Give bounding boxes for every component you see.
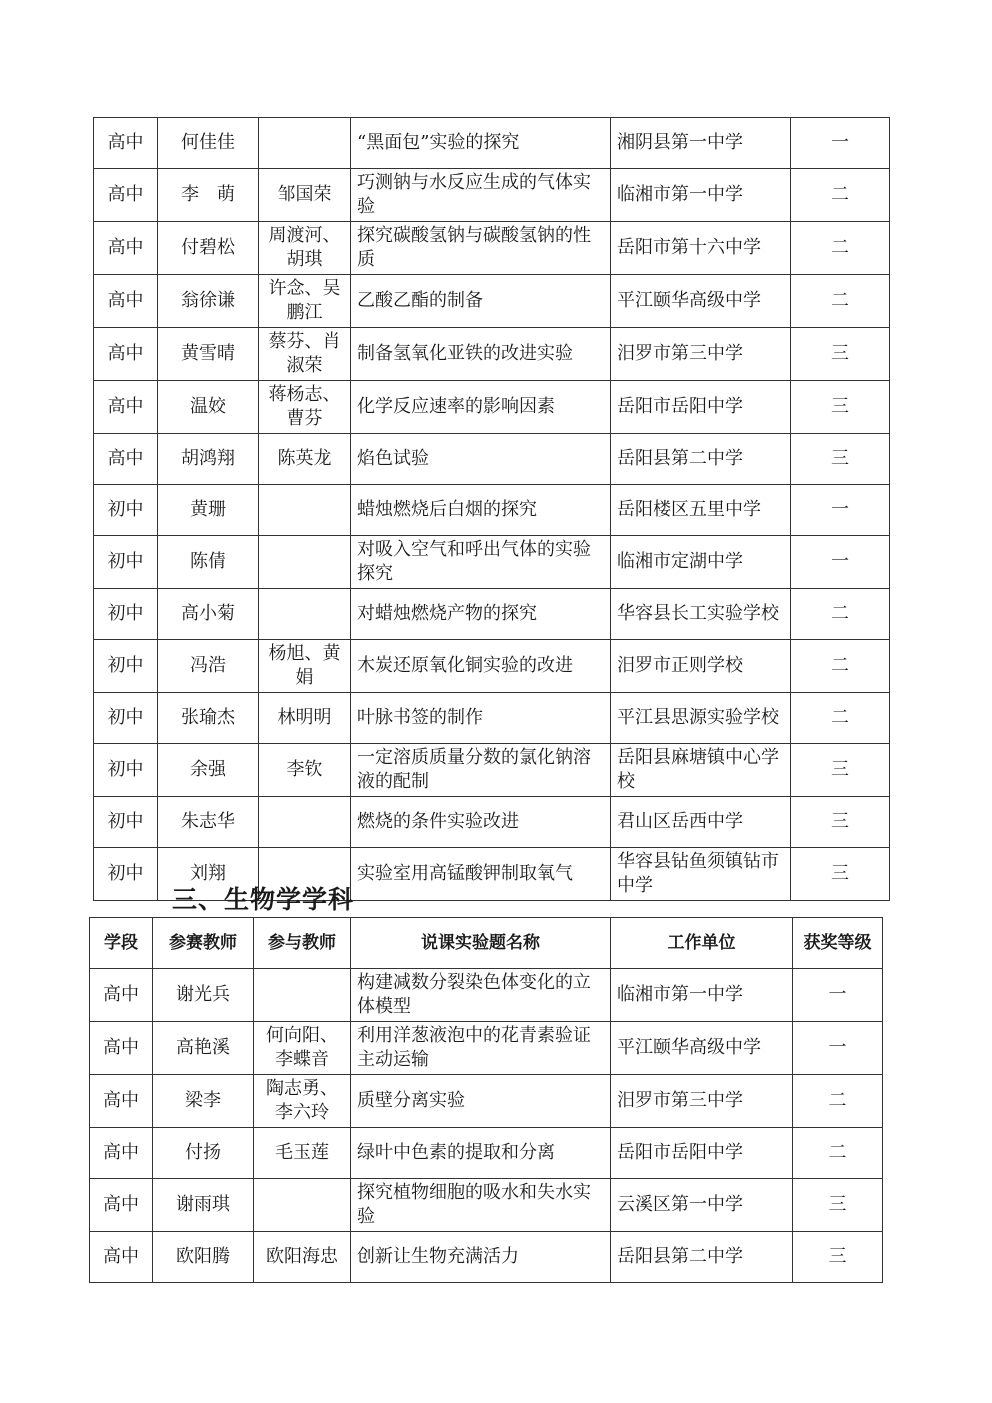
cell-stage: 初中 (94, 797, 158, 848)
cell-award-level: 三 (791, 848, 890, 901)
cell-experiment-title: 质壁分离实验 (351, 1075, 611, 1128)
cell-stage: 初中 (94, 485, 158, 536)
cell-experiment-title: 焰色试验 (351, 434, 611, 485)
cell-stage: 初中 (94, 640, 158, 693)
cell-participants: 邹国荣 (259, 169, 351, 222)
cell-experiment-title: 实验室用高锰酸钾制取氧气 (351, 848, 611, 901)
biology-award-table (89, 917, 883, 1283)
cell-stage: 高中 (90, 1232, 153, 1283)
table-row (94, 381, 890, 434)
cell-participants: 陈英龙 (259, 434, 351, 485)
cell-stage: 高中 (94, 222, 158, 275)
table-row (94, 222, 890, 275)
cell-experiment-title: 创新让生物充满活力 (351, 1232, 611, 1283)
cell-experiment-title: 制备氢氧化亚铁的改进实验 (351, 328, 611, 381)
cell-teacher: 黄珊 (158, 485, 259, 536)
cell-experiment-title: 探究碳酸氢钠与碳酸氢钠的性质 (351, 222, 611, 275)
header-stage: 学段 (90, 918, 153, 969)
cell-participants (259, 485, 351, 536)
cell-work-unit: 华容县长工实验学校 (611, 589, 791, 640)
cell-stage: 高中 (90, 969, 153, 1022)
table-row (94, 118, 890, 169)
cell-experiment-title: 乙酸乙酯的制备 (351, 275, 611, 328)
cell-award-level: 二 (791, 693, 890, 744)
cell-award-level: 三 (793, 1232, 883, 1283)
cell-award-level: 二 (793, 1128, 883, 1179)
cell-work-unit: 平江颐华高级中学 (611, 1022, 793, 1075)
cell-participants (259, 797, 351, 848)
cell-teacher: 陈倩 (158, 536, 259, 589)
cell-stage: 高中 (94, 118, 158, 169)
chemistry-award-table (93, 117, 890, 901)
cell-participants: 何向阳、李蝶音 (254, 1022, 351, 1075)
cell-work-unit: 汨罗市正则学校 (611, 640, 791, 693)
cell-stage: 高中 (94, 328, 158, 381)
cell-experiment-title: 对蜡烛燃烧产物的探究 (351, 589, 611, 640)
cell-award-level: 三 (791, 797, 890, 848)
cell-award-level: 二 (791, 275, 890, 328)
cell-participants: 李钦 (259, 744, 351, 797)
cell-participants (254, 1179, 351, 1232)
table-row (94, 485, 890, 536)
cell-award-level: 三 (791, 328, 890, 381)
cell-work-unit: 汨罗市第三中学 (611, 1075, 793, 1128)
cell-teacher: 谢光兵 (153, 969, 254, 1022)
cell-participants (254, 969, 351, 1022)
cell-award-level: 一 (791, 536, 890, 589)
cell-experiment-title: 一定溶质质量分数的氯化钠溶液的配制 (351, 744, 611, 797)
cell-award-level: 一 (793, 969, 883, 1022)
table-row (94, 328, 890, 381)
cell-work-unit: 汨罗市第三中学 (611, 328, 791, 381)
cell-work-unit: 平江县思源实验学校 (611, 693, 791, 744)
cell-teacher: 温姣 (158, 381, 259, 434)
cell-teacher: 翁徐谦 (158, 275, 259, 328)
cell-work-unit: 湘阴县第一中学 (611, 118, 791, 169)
cell-work-unit: 岳阳楼区五里中学 (611, 485, 791, 536)
cell-work-unit: 君山区岳西中学 (611, 797, 791, 848)
cell-teacher: 胡鸿翔 (158, 434, 259, 485)
table-row (94, 693, 890, 744)
table-row (94, 640, 890, 693)
table-row (90, 1022, 883, 1075)
cell-award-level: 二 (791, 222, 890, 275)
cell-teacher: 何佳佳 (158, 118, 259, 169)
cell-stage: 高中 (90, 1075, 153, 1128)
cell-participants (259, 589, 351, 640)
header-award: 获奖等级 (793, 918, 883, 969)
cell-experiment-title: 对吸入空气和呼出气体的实验探究 (351, 536, 611, 589)
cell-teacher: 谢雨琪 (153, 1179, 254, 1232)
cell-teacher: 欧阳腾 (153, 1232, 254, 1283)
cell-award-level: 二 (791, 640, 890, 693)
cell-award-level: 一 (791, 485, 890, 536)
cell-award-level: 三 (791, 381, 890, 434)
cell-award-level: 二 (793, 1075, 883, 1128)
cell-work-unit: 岳阳县麻塘镇中心学校 (611, 744, 791, 797)
chemistry-table-body (94, 118, 890, 901)
cell-award-level: 一 (791, 118, 890, 169)
cell-award-level: 二 (791, 169, 890, 222)
cell-teacher: 余强 (158, 744, 259, 797)
cell-stage: 初中 (94, 848, 158, 901)
table-row (94, 434, 890, 485)
cell-stage: 初中 (94, 589, 158, 640)
cell-stage: 高中 (90, 1179, 153, 1232)
cell-work-unit: 岳阳市岳阳中学 (611, 1128, 793, 1179)
cell-experiment-title: 蜡烛燃烧后白烟的探究 (351, 485, 611, 536)
cell-teacher: 李 萌 (158, 169, 259, 222)
cell-teacher: 冯浩 (158, 640, 259, 693)
cell-work-unit: 临湘市第一中学 (611, 169, 791, 222)
table-row (90, 1075, 883, 1128)
cell-teacher: 高艳溪 (153, 1022, 254, 1075)
cell-teacher: 黄雪晴 (158, 328, 259, 381)
cell-experiment-title: 利用洋葱液泡中的花青素验证主动运输 (351, 1022, 611, 1075)
cell-teacher: 付碧松 (158, 222, 259, 275)
cell-teacher: 朱志华 (158, 797, 259, 848)
section-title: 三、生物学学科 (172, 885, 355, 914)
cell-experiment-title: 化学反应速率的影响因素 (351, 381, 611, 434)
cell-award-level: 三 (791, 434, 890, 485)
table-row (94, 589, 890, 640)
cell-experiment-title: 叶脉书签的制作 (351, 693, 611, 744)
cell-work-unit: 岳阳市岳阳中学 (611, 381, 791, 434)
cell-participants (259, 536, 351, 589)
cell-work-unit: 云溪区第一中学 (611, 1179, 793, 1232)
table-row (94, 536, 890, 589)
cell-experiment-title: 木炭还原氧化铜实验的改进 (351, 640, 611, 693)
cell-participants: 毛玉莲 (254, 1128, 351, 1179)
table-row (90, 1179, 883, 1232)
cell-experiment-title: 绿叶中色素的提取和分离 (351, 1128, 611, 1179)
cell-award-level: 三 (791, 744, 890, 797)
biology-table-body (90, 969, 883, 1283)
table-row (94, 275, 890, 328)
cell-stage: 高中 (94, 275, 158, 328)
cell-stage: 高中 (94, 381, 158, 434)
cell-stage: 初中 (94, 693, 158, 744)
cell-teacher: 张瑜杰 (158, 693, 259, 744)
cell-participants: 蒋杨志、曹芬 (259, 381, 351, 434)
table-row (90, 1128, 883, 1179)
header-participants: 参与教师 (254, 918, 351, 969)
cell-work-unit: 临湘市定湖中学 (611, 536, 791, 589)
table-header-row (90, 918, 883, 969)
cell-teacher: 付扬 (153, 1128, 254, 1179)
cell-participants (259, 118, 351, 169)
cell-participants: 陶志勇、李六玲 (254, 1075, 351, 1128)
cell-teacher: 梁李 (153, 1075, 254, 1128)
cell-work-unit: 平江颐华高级中学 (611, 275, 791, 328)
cell-teacher: 高小菊 (158, 589, 259, 640)
cell-stage: 高中 (90, 1022, 153, 1075)
cell-stage: 高中 (90, 1128, 153, 1179)
cell-participants: 林明明 (259, 693, 351, 744)
header-title: 说课实验题名称 (351, 918, 611, 969)
cell-stage: 初中 (94, 536, 158, 589)
cell-work-unit: 岳阳县第二中学 (611, 434, 791, 485)
table-row (90, 1232, 883, 1283)
cell-experiment-title: 构建减数分裂染色体变化的立体模型 (351, 969, 611, 1022)
header-teacher: 参赛教师 (153, 918, 254, 969)
cell-participants: 周渡河、胡琪 (259, 222, 351, 275)
cell-work-unit: 岳阳县第二中学 (611, 1232, 793, 1283)
cell-experiment-title: 巧测钠与水反应生成的气体实验 (351, 169, 611, 222)
cell-award-level: 三 (793, 1179, 883, 1232)
cell-work-unit: 华容县钻鱼须镇钻市中学 (611, 848, 791, 901)
cell-award-level: 一 (793, 1022, 883, 1075)
table-row (94, 744, 890, 797)
header-unit: 工作单位 (611, 918, 793, 969)
cell-experiment-title: “黑面包”实验的探究 (351, 118, 611, 169)
cell-award-level: 二 (791, 589, 890, 640)
cell-experiment-title: 燃烧的条件实验改进 (351, 797, 611, 848)
cell-experiment-title: 探究植物细胞的吸水和失水实验 (351, 1179, 611, 1232)
cell-participants: 许念、吴鹏江 (259, 275, 351, 328)
cell-teacher: 刘翔 (158, 848, 259, 901)
cell-participants: 蔡芬、肖淑荣 (259, 328, 351, 381)
cell-participants: 杨旭、黄娟 (259, 640, 351, 693)
cell-work-unit: 临湘市第一中学 (611, 969, 793, 1022)
cell-stage: 初中 (94, 744, 158, 797)
table-row (90, 969, 883, 1022)
table-row (94, 797, 890, 848)
cell-participants: 欧阳海忠 (254, 1232, 351, 1283)
table-row (94, 169, 890, 222)
cell-stage: 高中 (94, 169, 158, 222)
cell-work-unit: 岳阳市第十六中学 (611, 222, 791, 275)
cell-stage: 高中 (94, 434, 158, 485)
